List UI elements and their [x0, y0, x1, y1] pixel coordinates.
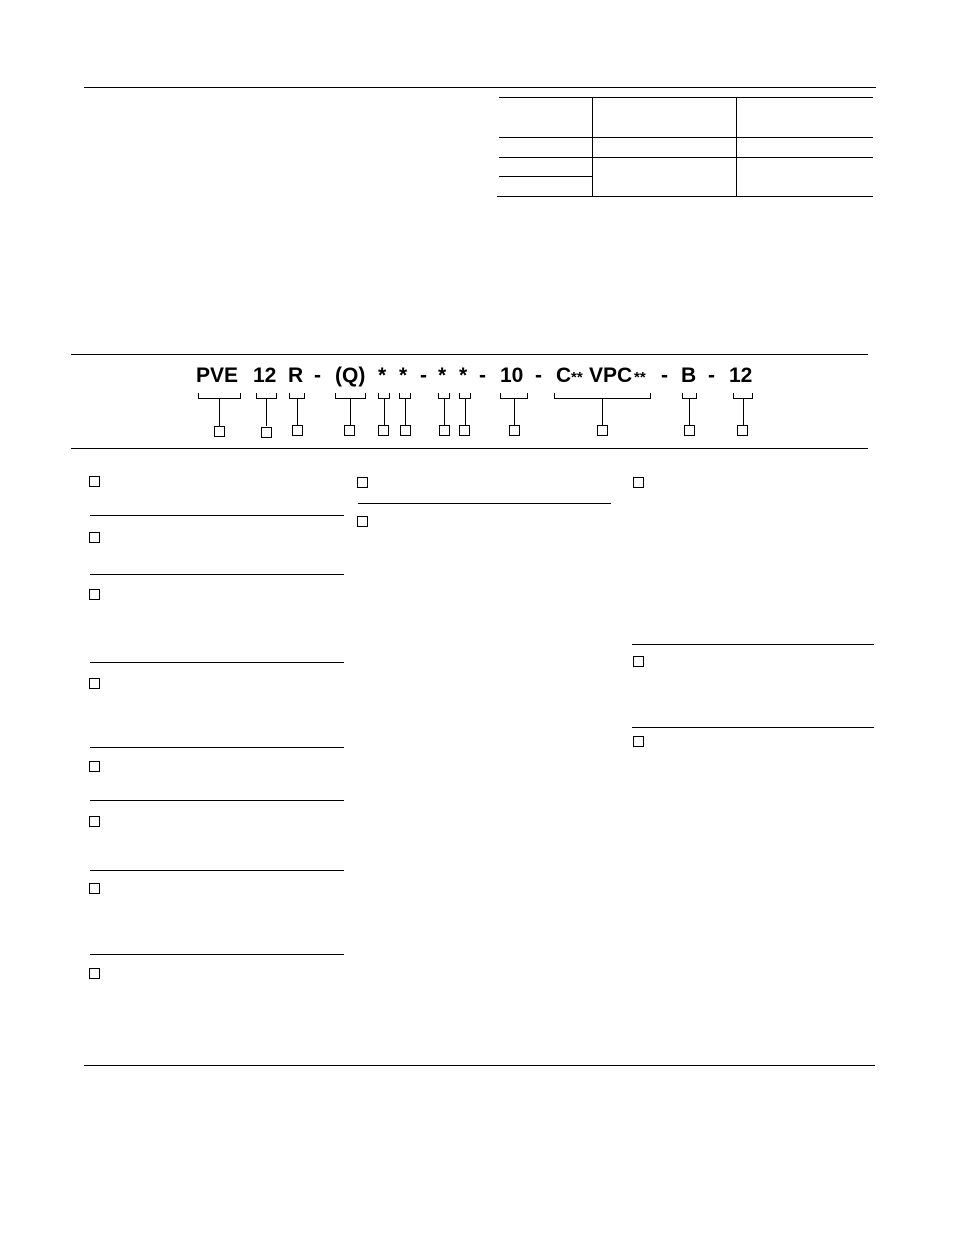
- table-bottom-border: [497, 196, 873, 197]
- section-box: [89, 968, 100, 979]
- section-box: [89, 589, 100, 600]
- code-pve: PVE: [196, 364, 239, 387]
- table-row-rule: [499, 157, 873, 158]
- bottom-rule: [84, 1065, 875, 1066]
- code-control-stars-1: [571, 364, 583, 390]
- stem-design: [514, 399, 515, 425]
- code-dash: -: [535, 364, 542, 387]
- stem-last: [743, 399, 744, 425]
- position-box-5: [378, 425, 389, 436]
- code-dash: -: [479, 364, 486, 387]
- position-box-1: [214, 426, 225, 437]
- stem-q: [350, 399, 351, 425]
- section-rule: [90, 800, 344, 801]
- section-rule: [632, 644, 874, 645]
- stem-pve: [219, 399, 220, 426]
- code-control-stars-2-text: **: [634, 369, 646, 386]
- section-box: [357, 477, 368, 488]
- position-box-8: [459, 425, 470, 436]
- code-star: *: [459, 364, 468, 387]
- code-star: *: [378, 364, 387, 387]
- stem-star2: [405, 399, 406, 425]
- position-box-12: [737, 425, 748, 436]
- table-col-divider-2: [736, 97, 737, 196]
- section-rule: [90, 515, 344, 516]
- code-control-c: C: [556, 364, 572, 387]
- table-top-border: [499, 97, 873, 98]
- section-box: [89, 816, 100, 827]
- stem-rotation: [297, 399, 298, 425]
- top-rule: [84, 87, 876, 88]
- code-dash: -: [661, 364, 668, 387]
- section-box: [89, 883, 100, 894]
- position-box-2: [261, 427, 272, 438]
- code-star: *: [399, 364, 408, 387]
- code-rotation: R: [288, 364, 304, 387]
- stem-star3: [444, 399, 445, 425]
- section-box: [89, 678, 100, 689]
- code-control-stars-2: [634, 364, 646, 390]
- position-box-11: [684, 425, 695, 436]
- section-box: [633, 656, 644, 667]
- code-control-stars-1-text: **: [571, 369, 583, 386]
- section-box: [633, 736, 644, 747]
- code-last: 12: [729, 364, 753, 387]
- section-box: [357, 516, 368, 527]
- table-col-divider-1: [592, 97, 593, 196]
- stem-control: [602, 399, 603, 425]
- code-dash: -: [708, 364, 715, 387]
- position-box-6: [400, 425, 411, 436]
- section-box: [89, 761, 100, 772]
- stem-size: [266, 399, 267, 426]
- code-dash: -: [420, 364, 427, 387]
- position-box-3: [292, 425, 303, 436]
- stem-b: [689, 399, 690, 425]
- code-star: *: [438, 364, 447, 387]
- section-rule: [358, 503, 611, 504]
- section-rule: [90, 954, 344, 955]
- code-size: 12: [253, 364, 277, 387]
- position-box-9: [509, 425, 520, 436]
- code-dash: -: [314, 364, 321, 387]
- code-control-vpc: VPC: [589, 364, 633, 387]
- section-rule: [90, 870, 344, 871]
- code-design: 10: [500, 364, 524, 387]
- section-box: [633, 477, 644, 488]
- table-subrow-rule: [499, 176, 593, 177]
- section-box: [89, 476, 100, 487]
- section-rule: [90, 747, 344, 748]
- code-band-top-rule: [71, 354, 868, 355]
- stem-star4: [465, 399, 466, 425]
- position-box-10: [597, 425, 608, 436]
- position-box-7: [439, 425, 450, 436]
- code-q: (Q): [335, 364, 366, 387]
- stem-star1: [384, 399, 385, 425]
- table-header-rule: [499, 137, 873, 138]
- section-rule: [632, 727, 874, 728]
- section-rule: [90, 574, 344, 575]
- code-band-bottom-rule: [71, 448, 868, 449]
- position-box-4: [344, 425, 355, 436]
- section-rule: [90, 662, 344, 663]
- code-b: B: [681, 364, 697, 387]
- section-box: [89, 532, 100, 543]
